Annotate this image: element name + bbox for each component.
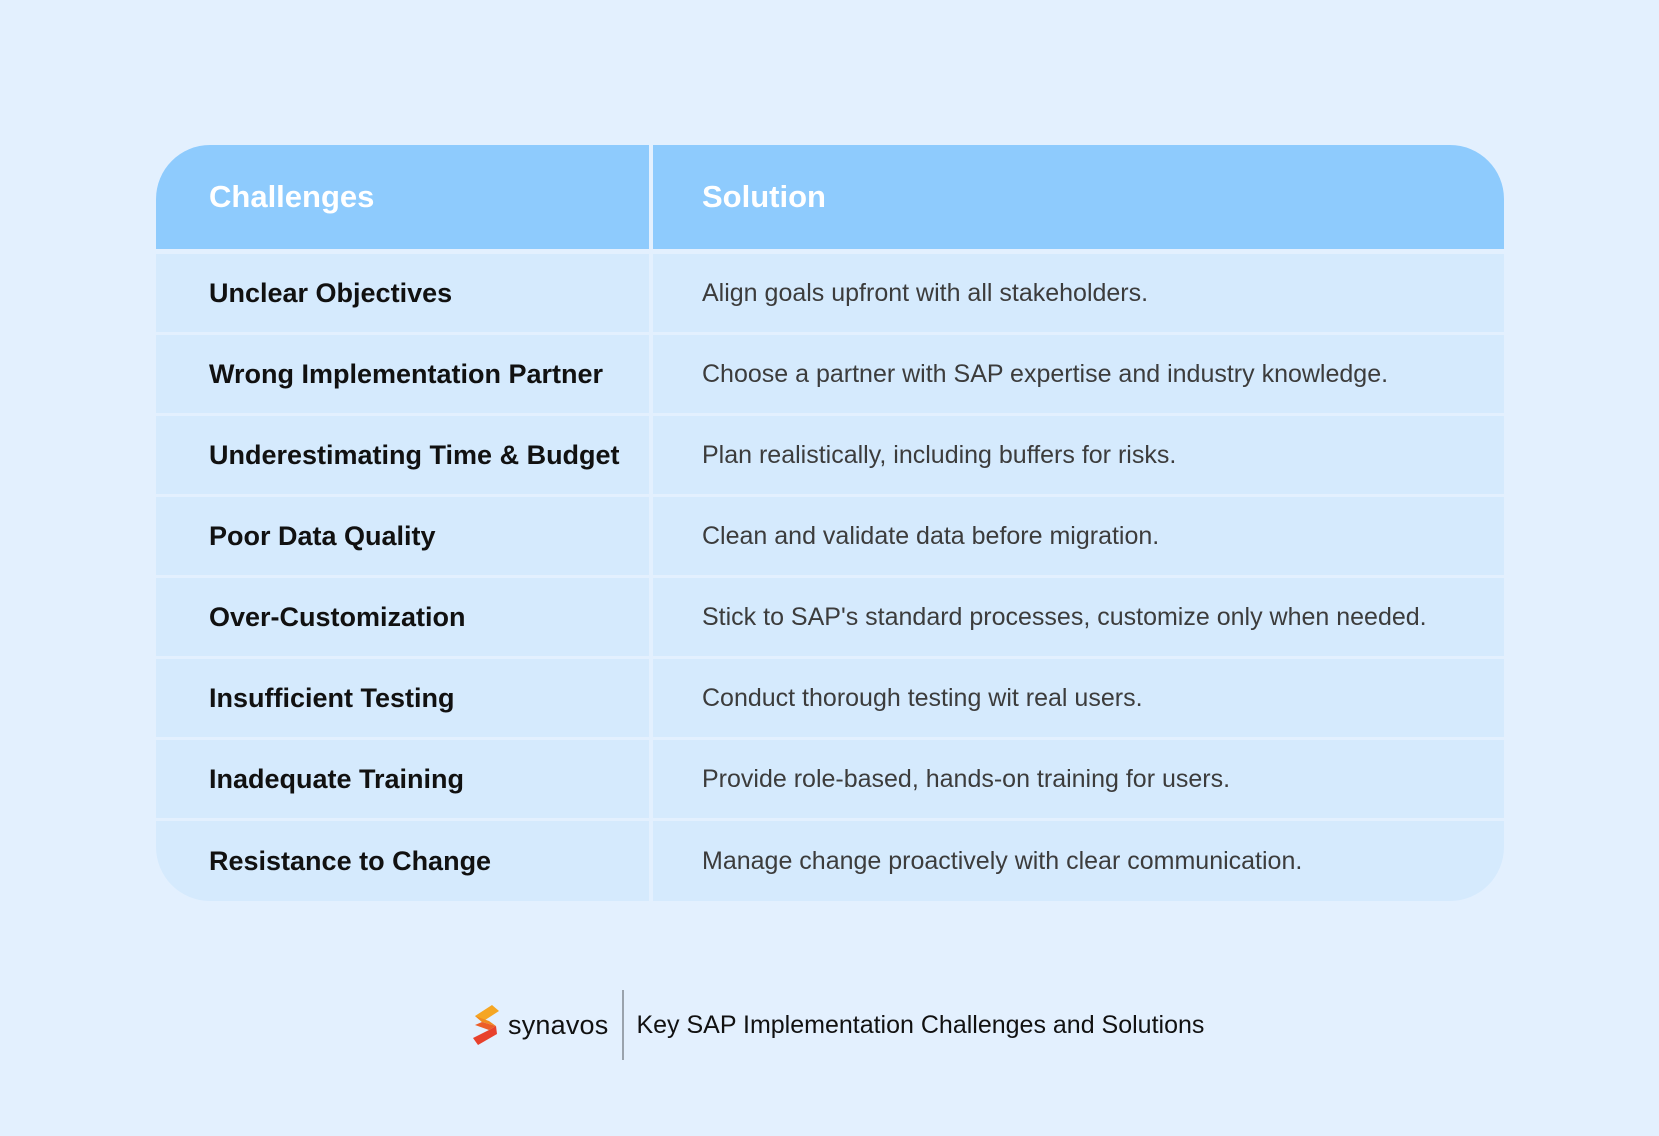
challenge-cell: Underestimating Time & Budget [156, 416, 649, 497]
solution-cell: Choose a partner with SAP expertise and industry knowledge. [653, 335, 1504, 416]
challenge-cell: Poor Data Quality [156, 497, 649, 578]
brand-name: synavos [508, 1009, 609, 1040]
solution-cell: Align goals upfront with all stakeholders. [653, 254, 1504, 335]
challenge-cell: Inadequate Training [156, 740, 649, 821]
solution-cell: Provide role-based, hands-on training for users. [653, 740, 1504, 821]
header-challenges: Challenges [156, 145, 649, 254]
challenge-cell: Insufficient Testing [156, 659, 649, 740]
solution-cell: Plan realistically, including buffers for risks. [653, 416, 1504, 497]
challenge-cell: Resistance to Change [156, 821, 649, 901]
synavos-logo-icon [472, 1005, 500, 1045]
footer-divider [622, 990, 624, 1060]
brand-logo [472, 1005, 608, 1045]
solution-cell: Manage change proactively with clear communication. [653, 821, 1504, 901]
solution-cell: Stick to SAP's standard processes, customize only when needed. [653, 578, 1504, 659]
solution-cell: Conduct thorough testing wit real users. [653, 659, 1504, 740]
column-divider [649, 145, 653, 901]
footer-caption: Key SAP Implementation Challenges and Solutions [636, 1010, 1205, 1039]
challenge-cell: Over-Customization [156, 578, 649, 659]
challenge-cell: Unclear Objectives [156, 254, 649, 335]
header-solution: Solution [653, 145, 1504, 254]
solution-cell: Clean and validate data before migration. [653, 497, 1504, 578]
challenge-cell: Wrong Implementation Partner [156, 335, 649, 416]
challenges-table [156, 145, 1504, 901]
footer [472, 990, 1204, 1060]
